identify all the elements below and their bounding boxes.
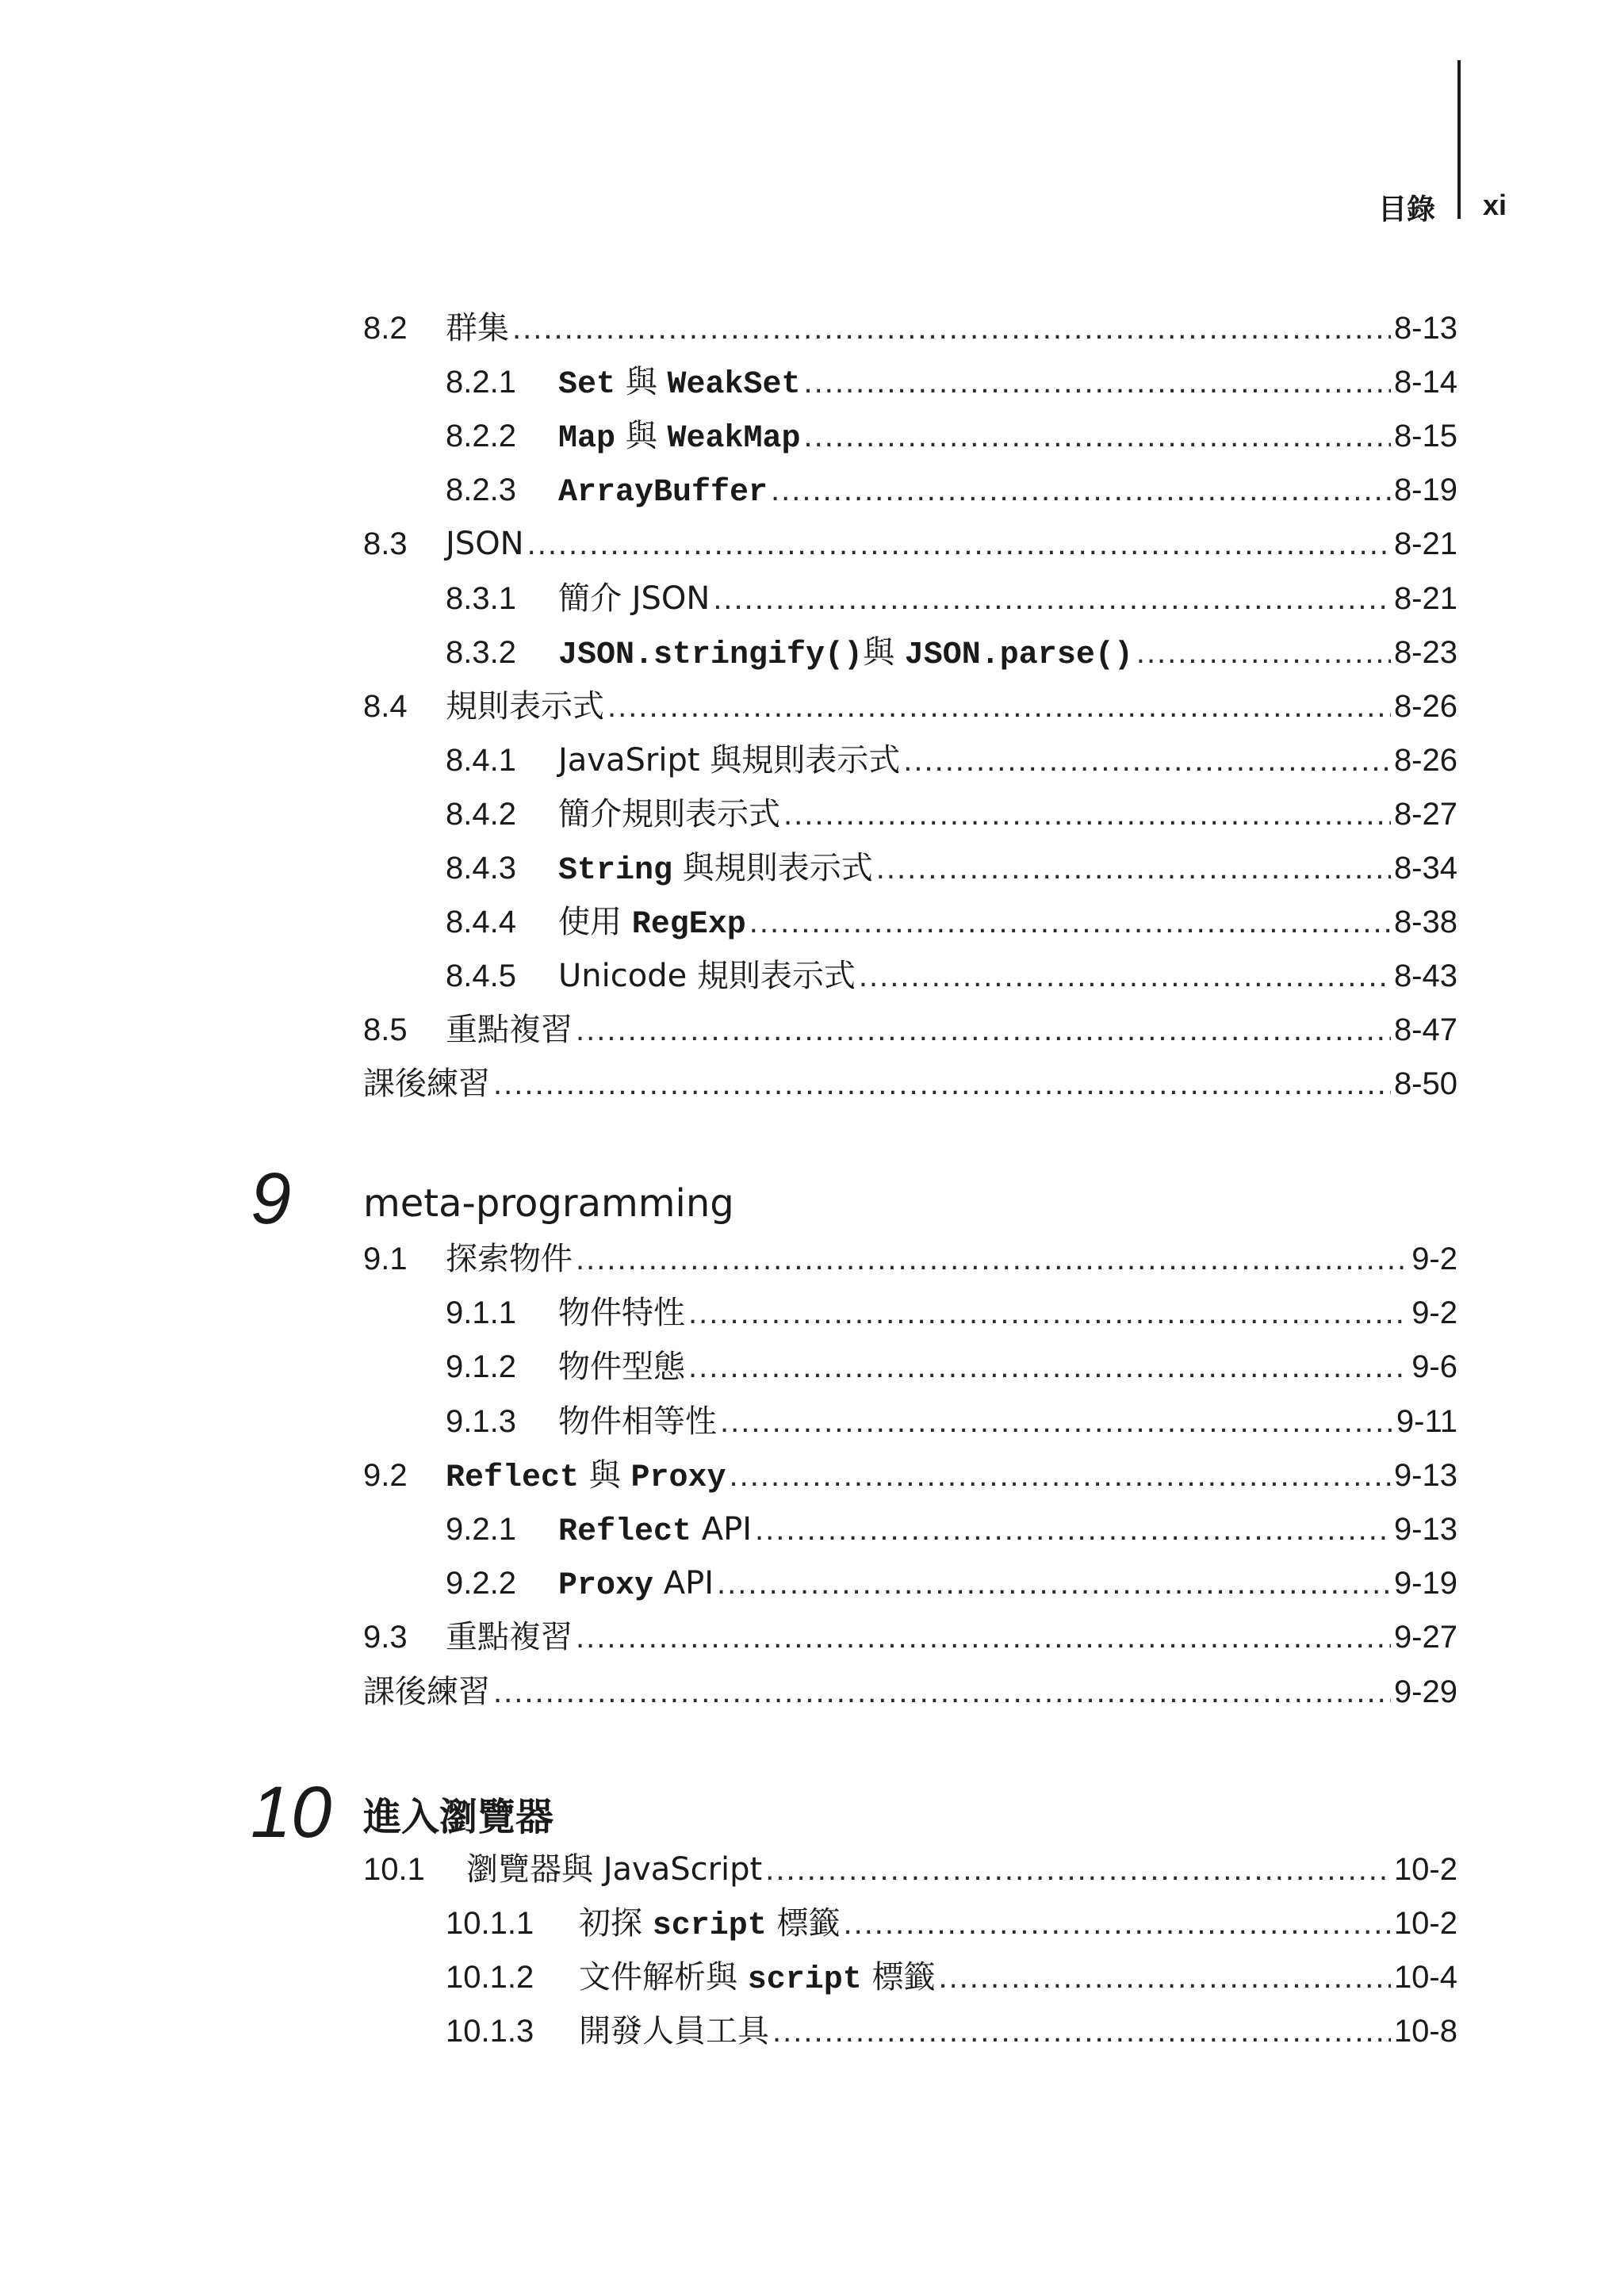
toc-entry-text: API [653, 1565, 714, 1602]
toc-entry-text: 重點複習 [446, 1012, 573, 1049]
chapter-title: 進入瀏覽器 [363, 1795, 554, 1839]
toc-entry-number: 10.1 [363, 1852, 425, 1887]
toc-entry[interactable] [446, 1399, 1457, 1444]
dot-leader [493, 1670, 1391, 1714]
toc-entry-text: 群集 [446, 310, 509, 346]
toc-entry-number: 8.2.3 [446, 473, 516, 508]
dot-leader [903, 738, 1391, 783]
toc-entry-title [558, 846, 873, 894]
page-number: xi [1483, 189, 1507, 221]
toc-entry-page: 9-2 [1411, 1295, 1457, 1331]
toc-entry-number: 8.2.2 [446, 419, 516, 454]
toc-entry-number: 9.3 [363, 1620, 408, 1655]
toc-entry-text: 文件解析與 [579, 1959, 748, 1996]
toc-entry-code: JSON.parse() [904, 637, 1133, 673]
toc-entry-title [558, 414, 800, 461]
toc-entry[interactable] [446, 1507, 1457, 1552]
toc-entry-number: 9.1.2 [446, 1349, 516, 1385]
toc-entry-page: 8-15 [1393, 419, 1457, 454]
toc-entry-page: 10-8 [1393, 2014, 1457, 2049]
toc-entry-text: 使用 [558, 904, 632, 941]
toc-entry[interactable] [363, 522, 1457, 566]
toc-entry-text: Unicode 規則表示式 [558, 958, 856, 995]
toc-entry-page: 8-50 [1393, 1066, 1457, 1102]
toc-entry-title [558, 1345, 685, 1389]
toc-entry-number: 8.4.4 [446, 905, 516, 940]
toc-entry-page: 8-38 [1393, 905, 1457, 940]
toc-entry[interactable] [446, 900, 1457, 944]
chapter-number: 9 [251, 1158, 292, 1239]
running-header-label: 目錄 [1377, 193, 1435, 226]
toc-entry[interactable] [446, 2009, 1457, 2053]
toc-entry-title [446, 306, 509, 350]
toc-entry-text: 物件相等性 [558, 1402, 717, 1440]
toc-entry-title [558, 1399, 717, 1444]
toc-entry-title [558, 1291, 685, 1335]
toc-entry-text: 標籤 [766, 1905, 841, 1942]
toc-entry-title [558, 954, 856, 998]
toc-entry-page: 8-21 [1393, 526, 1457, 562]
toc-entry-code: RegExp [631, 907, 746, 943]
toc-entry-code: Reflect [446, 1460, 580, 1496]
toc-entry-text: 簡介規則表示式 [558, 795, 780, 832]
dot-leader [713, 576, 1391, 621]
dot-leader [688, 1291, 1408, 1335]
dot-leader [783, 792, 1391, 836]
dot-leader [843, 1901, 1390, 1946]
dot-leader [765, 1847, 1391, 1892]
dot-leader [717, 1561, 1391, 1605]
toc-entry-text: JavaSript 與規則表示式 [558, 741, 901, 779]
toc-entry-title [446, 1453, 726, 1501]
toc-entry-code: WeakSet [667, 367, 801, 404]
toc-entry-text: 重點複習 [446, 1619, 573, 1656]
toc-entry[interactable] [446, 954, 1457, 998]
dot-leader [772, 2009, 1391, 2053]
toc-entry-code: ArrayBuffer [558, 475, 768, 511]
toc-entry-code: Proxy [558, 1568, 654, 1605]
toc-entry-page: 8-34 [1393, 851, 1457, 886]
toc-entry[interactable] [363, 1062, 1457, 1106]
toc-entry-number: 8.3.1 [446, 580, 516, 616]
toc-entry-number: 8.5 [363, 1012, 408, 1048]
toc-entry[interactable] [363, 684, 1457, 729]
dot-leader [803, 360, 1390, 404]
toc-entry-page: 8-19 [1393, 473, 1457, 508]
toc-entry-number: 8.4.5 [446, 959, 516, 994]
dot-leader [730, 1453, 1391, 1498]
toc-entry-page: 8-47 [1393, 1012, 1457, 1048]
toc-entry-number: 9.2 [363, 1457, 408, 1493]
toc-entry[interactable] [446, 414, 1457, 458]
dot-leader [720, 1399, 1393, 1444]
toc-entry-text: 開發人員工具 [579, 2013, 769, 2049]
toc-entry-title [446, 522, 524, 566]
toc-entry-number: 10.1.1 [446, 1906, 534, 1941]
toc-entry-page: 8-43 [1393, 959, 1457, 994]
toc-entry-text: JSON [446, 526, 524, 563]
toc-entry-text: 簡介 JSON [558, 580, 710, 617]
toc-entry-page: 10-2 [1393, 1906, 1457, 1941]
toc-entry-page: 8-26 [1393, 742, 1457, 778]
toc-entry[interactable] [363, 1670, 1457, 1714]
toc-entry-title [558, 630, 1133, 678]
toc-entry-title [558, 576, 710, 621]
toc-entry[interactable] [446, 846, 1457, 890]
toc-entry-text: API [691, 1511, 753, 1548]
toc-entry-title [558, 360, 800, 408]
toc-entry-code: Map [558, 421, 616, 457]
toc-entry-number: 9.1.3 [446, 1403, 516, 1439]
toc-entry-page: 9-29 [1393, 1674, 1457, 1709]
toc-entry-number: 10.1.3 [446, 2014, 534, 2049]
toc-entry-text: 與規則表示式 [672, 850, 873, 886]
toc-entry-page: 8-27 [1393, 796, 1457, 832]
dot-leader [527, 522, 1391, 566]
toc-entry[interactable] [446, 1955, 1457, 1999]
toc-entry-title [466, 1847, 762, 1892]
toc-entry-title [558, 1561, 714, 1609]
toc-entry-number: 8.2.1 [446, 365, 516, 400]
toc-entry[interactable] [446, 738, 1457, 783]
toc-entry-title [363, 1062, 490, 1106]
toc-entry-title [579, 1901, 840, 1949]
toc-entry-page: 8-13 [1393, 311, 1457, 346]
toc-entry-text: 物件特性 [558, 1295, 685, 1332]
toc-entry-number: 9.1.1 [446, 1295, 516, 1331]
toc-entry-number: 9.2.1 [446, 1512, 516, 1547]
toc-entry-page: 9-19 [1393, 1566, 1457, 1601]
toc-entry-page: 8-21 [1393, 580, 1457, 616]
dot-leader [607, 684, 1391, 729]
dot-leader [512, 306, 1391, 350]
dot-leader [859, 954, 1391, 998]
toc-entry-number: 9.1 [363, 1242, 408, 1276]
toc-entry-code: script [652, 1908, 767, 1944]
chapter-number: 10 [251, 1772, 332, 1853]
dot-leader [688, 1345, 1408, 1389]
toc-entry-title [446, 1008, 573, 1052]
dot-leader [493, 1062, 1391, 1106]
toc-entry-page: 8-14 [1393, 365, 1457, 400]
toc-entry-code: Set [558, 367, 616, 404]
toc-entry[interactable] [446, 792, 1457, 836]
toc-entry-number: 8.4.2 [446, 796, 516, 832]
toc-entry-text: 與 [579, 1456, 631, 1494]
toc-entry-text: 規則表示式 [446, 687, 604, 725]
toc-entry[interactable] [363, 1847, 1457, 1892]
toc-entry-title [579, 1955, 935, 2003]
toc-entry-page: 9-6 [1411, 1349, 1457, 1385]
dot-leader [876, 846, 1391, 890]
toc-entry-title [558, 792, 780, 836]
toc-entry-page: 9-27 [1393, 1620, 1457, 1655]
dot-leader [749, 900, 1391, 944]
toc-entry-code: WeakMap [667, 421, 801, 457]
toc-entry-title [579, 2009, 769, 2053]
toc-entry[interactable] [446, 630, 1457, 675]
toc-entry-text: 課後練習 [363, 1673, 490, 1710]
toc-entry-page: 10-2 [1393, 1852, 1457, 1887]
toc-entry-text: 與 [615, 418, 668, 455]
toc-entry-text: 探索物件 [446, 1241, 573, 1277]
toc-entry-page: 9-13 [1393, 1457, 1457, 1493]
toc-entry-text: 標籤 [861, 1959, 936, 1996]
toc-entry[interactable] [446, 1345, 1457, 1389]
toc-entry[interactable] [446, 1561, 1457, 1605]
dot-leader [938, 1955, 1390, 1999]
toc-entry[interactable] [446, 468, 1457, 512]
toc-entry-title [558, 738, 900, 783]
dot-leader [576, 1008, 1391, 1052]
toc-entry[interactable] [446, 1901, 1457, 1946]
toc-entry-title [363, 1670, 490, 1714]
toc-entry-text: 物件型態 [558, 1349, 685, 1386]
toc-entry[interactable] [446, 360, 1457, 404]
toc-entry-number: 8.2 [363, 311, 408, 346]
toc-entry-page: 9-13 [1393, 1512, 1457, 1547]
toc-entry-page: 10-4 [1393, 1960, 1457, 1995]
toc-entry-code: JSON.stringify() [558, 637, 864, 673]
toc-entry-title [446, 684, 604, 729]
toc-entry-text: 課後練習 [363, 1066, 490, 1103]
toc-entry[interactable] [363, 1615, 1457, 1659]
toc-entry-code: Reflect [558, 1514, 692, 1550]
toc-entry-number: 9.2.2 [446, 1566, 516, 1601]
toc-entry[interactable] [446, 576, 1457, 621]
toc-entry-title [558, 468, 768, 515]
toc-entry-number: 8.3 [363, 526, 408, 562]
dot-leader [1136, 630, 1391, 675]
dot-leader [755, 1507, 1391, 1552]
toc-entry-number: 8.4.3 [446, 851, 516, 886]
toc-entry-page: 9-11 [1396, 1403, 1457, 1439]
toc-entry-text: 初探 [579, 1905, 653, 1942]
toc-entry[interactable] [363, 1008, 1457, 1052]
toc-entry[interactable] [363, 1237, 1457, 1281]
toc-entry-title [446, 1237, 573, 1281]
toc-entry-code: Proxy [630, 1460, 726, 1496]
toc-entry-page: 8-23 [1393, 634, 1457, 670]
toc-entry-number: 10.1.2 [446, 1960, 534, 1995]
toc-entry-number: 8.3.2 [446, 634, 516, 670]
toc-entry-text: 與 [615, 364, 668, 401]
chapter-title: meta-programming [363, 1181, 734, 1226]
toc-entry-text: 瀏覽器與 JavaScript [466, 1851, 763, 1888]
dot-leader [771, 468, 1391, 512]
toc-entry-page: 9-2 [1411, 1242, 1457, 1276]
toc-entry-code: script [747, 1962, 862, 1998]
toc-entry-text: 與 [863, 633, 905, 671]
dot-leader [576, 1615, 1391, 1659]
toc-entry-title [446, 1615, 573, 1659]
toc-entry-number: 8.4.1 [446, 742, 516, 778]
toc-entry-number: 8.4 [363, 688, 408, 724]
toc-entry-code: String [558, 853, 673, 889]
toc-entry-title [558, 1507, 752, 1555]
dot-leader [803, 414, 1390, 458]
dot-leader [576, 1237, 1408, 1281]
toc-entry[interactable] [446, 1291, 1457, 1335]
toc-entry-title [558, 900, 746, 947]
toc-entry[interactable] [363, 1453, 1457, 1498]
toc-entry[interactable] [363, 306, 1457, 350]
toc-entry-page: 8-26 [1393, 688, 1457, 724]
